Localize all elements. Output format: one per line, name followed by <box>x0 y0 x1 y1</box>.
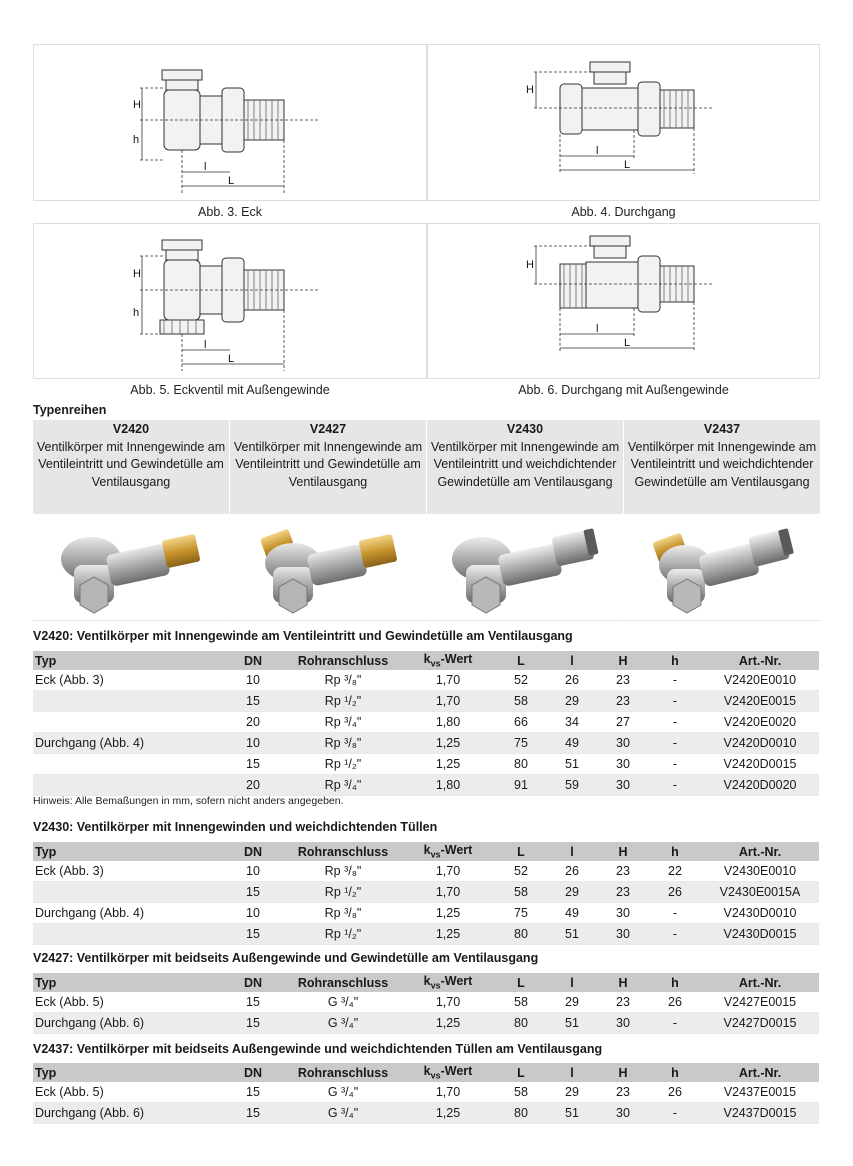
table-body <box>33 861 819 945</box>
table-header-row <box>33 1063 819 1082</box>
table-row <box>33 903 819 924</box>
valve-photo <box>230 514 426 621</box>
valve-straight-external-drawing <box>524 226 724 376</box>
cell-typ: Eck (Abb. 5) <box>33 1082 221 1103</box>
col-header-kvs <box>401 651 495 670</box>
table-row <box>33 861 819 882</box>
figure-caption: Abb. 4. Durchgang <box>571 205 676 219</box>
col-header-rohranschluss: Rohranschluss <box>285 651 401 670</box>
type-description: Ventilkörper mit Innengewinde am Ventileintritt und Gewindetülle am Ventilausgang <box>233 439 423 489</box>
cell-H: 30 <box>597 1103 649 1124</box>
col-header-L: L <box>495 973 547 992</box>
kvs-k: k <box>423 652 431 667</box>
col-header-typ: Typ <box>33 1063 221 1082</box>
col-header-h: h <box>649 1063 701 1082</box>
svg-text:l: l <box>204 339 207 351</box>
cell-art-nr: V2427D0015 <box>701 1013 819 1034</box>
cell-H: 23 <box>597 882 649 903</box>
cell-h: 22 <box>649 861 701 882</box>
cell-h: - <box>649 1013 701 1034</box>
cell-rohranschluss: Rp ³/₄" <box>285 775 401 796</box>
cell-l: 29 <box>547 1082 597 1103</box>
table-header-row <box>33 651 819 670</box>
cell-l: 49 <box>547 903 597 924</box>
cell-h: - <box>649 733 701 754</box>
cell-kvs: 1,25 <box>401 903 495 924</box>
col-header-art: Art.-Nr. <box>701 842 819 861</box>
cell-l: 51 <box>547 1013 597 1034</box>
cell-art-nr: V2430D0015 <box>701 924 819 945</box>
cell-kvs: 1,70 <box>401 861 495 882</box>
table-row <box>33 1082 819 1103</box>
table-v2437 <box>33 1063 819 1124</box>
svg-text:h: h <box>133 307 140 319</box>
type-column-v2420 <box>33 420 229 621</box>
figure-caption: Abb. 5. Eckventil mit Außengewinde <box>130 383 330 397</box>
cell-l: 51 <box>547 1103 597 1124</box>
valve-straight-drawing <box>524 48 724 198</box>
cell-dn: 15 <box>221 1103 285 1124</box>
section-title-v2427: V2427: Ventilkörper mit beidseits Außengewinde und Gewindetülle am Ventilausgang <box>33 951 539 965</box>
cell-H: 23 <box>597 1082 649 1103</box>
cell-art-nr: V2427E0015 <box>701 992 819 1013</box>
cell-dn: 15 <box>221 691 285 712</box>
cell-l: 34 <box>547 712 597 733</box>
section-title-v2430: V2430: Ventilkörper mit Innengewinden und weichdichtenden Tüllen <box>33 820 438 834</box>
cell-typ <box>33 924 221 945</box>
cell-h: - <box>649 712 701 733</box>
cell-typ: Eck (Abb. 5) <box>33 992 221 1013</box>
cell-L: 80 <box>495 1103 547 1124</box>
table-body <box>33 670 819 796</box>
cell-kvs: 1,25 <box>401 754 495 775</box>
kvs-k: k <box>423 974 431 989</box>
cell-h: 26 <box>649 882 701 903</box>
col-header-h: h <box>649 842 701 861</box>
cell-rohranschluss: Rp ¹/₂" <box>285 882 401 903</box>
col-header-l: l <box>547 973 597 992</box>
table-row <box>33 882 819 903</box>
table-v2420 <box>33 651 819 796</box>
col-header-H: H <box>597 1063 649 1082</box>
cell-kvs: 1,80 <box>401 775 495 796</box>
cell-l: 26 <box>547 670 597 691</box>
cell-rohranschluss: G ³/₄" <box>285 992 401 1013</box>
table-v2430 <box>33 842 819 945</box>
svg-text:l: l <box>595 323 598 335</box>
cell-art-nr: V2420D0015 <box>701 754 819 775</box>
cell-L: 75 <box>495 733 547 754</box>
cell-l: 59 <box>547 775 597 796</box>
cell-H: 23 <box>597 670 649 691</box>
table-row <box>33 712 819 733</box>
kvs-k: k <box>423 1064 431 1079</box>
cell-l: 51 <box>547 754 597 775</box>
kvs-sub: vs <box>430 1070 441 1081</box>
valve-angle-softseal-photo-icon <box>440 519 610 615</box>
kvs-rest: -Wert <box>440 652 473 667</box>
figure-durchgang-aussengewinde <box>427 223 820 401</box>
col-header-H: H <box>597 973 649 992</box>
figure-grid <box>33 44 820 401</box>
type-column-v2430 <box>427 420 623 621</box>
figure-caption: Abb. 6. Durchgang mit Außengewinde <box>518 383 729 397</box>
cell-L: 58 <box>495 1082 547 1103</box>
cell-typ: Durchgang (Abb. 4) <box>33 903 221 924</box>
cell-art-nr: V2430D0010 <box>701 903 819 924</box>
type-description: Ventilkörper mit Innengewinde am Ventileintritt und weichdichtender Gewindetülle am Ventilausgang <box>430 439 620 489</box>
type-code: V2420 <box>112 422 150 436</box>
col-header-rohranschluss: Rohranschluss <box>285 973 401 992</box>
cell-dn: 15 <box>221 992 285 1013</box>
table-body <box>33 992 819 1034</box>
svg-text:L: L <box>228 174 235 187</box>
col-header-kvs <box>401 842 495 861</box>
kvs-rest: -Wert <box>440 974 473 989</box>
cell-H: 27 <box>597 712 649 733</box>
kvs-sub: vs <box>430 658 441 669</box>
cell-typ: Eck (Abb. 3) <box>33 670 221 691</box>
cell-dn: 10 <box>221 733 285 754</box>
kvs-rest: -Wert <box>440 843 473 858</box>
valve-angle-external-softseal-photo-icon <box>637 519 807 615</box>
cell-L: 52 <box>495 861 547 882</box>
cell-H: 30 <box>597 733 649 754</box>
table-row <box>33 691 819 712</box>
cell-typ <box>33 754 221 775</box>
cell-L: 66 <box>495 712 547 733</box>
cell-kvs: 1,80 <box>401 712 495 733</box>
cell-H: 30 <box>597 775 649 796</box>
cell-h: - <box>649 903 701 924</box>
svg-text:L: L <box>623 337 630 349</box>
svg-text:l: l <box>595 144 598 157</box>
type-code: V2430 <box>506 422 544 436</box>
table-row <box>33 754 819 775</box>
cell-kvs: 1,70 <box>401 670 495 691</box>
type-description: Ventilkörper mit Innengewinde am Ventileintritt und Gewindetülle am Ventilausgang <box>36 439 226 489</box>
col-header-kvs <box>401 1063 495 1082</box>
cell-h: - <box>649 754 701 775</box>
cell-L: 52 <box>495 670 547 691</box>
cell-H: 30 <box>597 924 649 945</box>
type-description: Ventilkörper mit Innengewinde am Ventileintritt und weichdichtender Gewindetülle am Ventilausgang <box>627 439 817 489</box>
cell-typ: Eck (Abb. 3) <box>33 861 221 882</box>
valve-angle-external-photo-icon <box>243 519 413 615</box>
svg-text:H: H <box>133 268 141 280</box>
cell-H: 30 <box>597 754 649 775</box>
valve-angle-photo-icon <box>46 519 216 615</box>
cell-rohranschluss: G ³/₄" <box>285 1103 401 1124</box>
cell-kvs: 1,70 <box>401 1082 495 1103</box>
cell-typ: Durchgang (Abb. 6) <box>33 1013 221 1034</box>
svg-text:L: L <box>623 158 630 171</box>
cell-h: - <box>649 691 701 712</box>
svg-text:h: h <box>133 133 140 146</box>
cell-L: 80 <box>495 1013 547 1034</box>
col-header-art: Art.-Nr. <box>701 1063 819 1082</box>
kvs-sub: vs <box>430 849 441 860</box>
cell-rohranschluss: Rp ³/₈" <box>285 861 401 882</box>
valve-angle-external-drawing <box>130 226 330 376</box>
figure-durchgang <box>427 44 820 223</box>
section-title-v2420: V2420: Ventilkörper mit Innengewinde am Ventileintritt und Gewindetülle am Ventilausgang <box>33 629 573 643</box>
cell-L: 91 <box>495 775 547 796</box>
cell-art-nr: V2420D0020 <box>701 775 819 796</box>
cell-art-nr: V2420E0010 <box>701 670 819 691</box>
cell-dn: 15 <box>221 924 285 945</box>
type-header <box>230 420 426 514</box>
valve-photo <box>427 514 623 621</box>
cell-L: 75 <box>495 903 547 924</box>
figure-eck <box>33 44 427 223</box>
cell-rohranschluss: Rp ¹/₂" <box>285 924 401 945</box>
col-header-typ: Typ <box>33 651 221 670</box>
cell-typ: Durchgang (Abb. 4) <box>33 733 221 754</box>
figure-caption: Abb. 3. Eck <box>198 205 262 219</box>
valve-photo <box>624 514 820 621</box>
col-header-dn: DN <box>221 842 285 861</box>
cell-kvs: 1,25 <box>401 733 495 754</box>
col-header-typ: Typ <box>33 842 221 861</box>
cell-h: - <box>649 1103 701 1124</box>
table-row <box>33 992 819 1013</box>
col-header-L: L <box>495 1063 547 1082</box>
cell-l: 29 <box>547 691 597 712</box>
col-header-H: H <box>597 651 649 670</box>
cell-L: 80 <box>495 754 547 775</box>
col-header-dn: DN <box>221 651 285 670</box>
table-row <box>33 924 819 945</box>
table-v2427 <box>33 973 819 1034</box>
cell-art-nr: V2420E0015 <box>701 691 819 712</box>
figure-frame <box>33 44 427 201</box>
section-title-v2437: V2437: Ventilkörper mit beidseits Außengewinde und weichdichtenden Tüllen am Ventilausgang <box>33 1042 603 1056</box>
hint-note: Hinweis: Alle Bemaßungen in mm, sofern nicht anders angegeben. <box>33 795 344 807</box>
cell-h: 26 <box>649 992 701 1013</box>
cell-h: - <box>649 775 701 796</box>
table-row <box>33 775 819 796</box>
cell-typ <box>33 691 221 712</box>
svg-text:L: L <box>228 353 235 365</box>
cell-H: 30 <box>597 1013 649 1034</box>
table-row <box>33 670 819 691</box>
cell-art-nr: V2430E0015A <box>701 882 819 903</box>
cell-art-nr: V2430E0010 <box>701 861 819 882</box>
col-header-l: l <box>547 842 597 861</box>
cell-H: 23 <box>597 691 649 712</box>
cell-dn: 15 <box>221 882 285 903</box>
cell-dn: 10 <box>221 670 285 691</box>
svg-text:H: H <box>525 83 534 96</box>
cell-kvs: 1,70 <box>401 882 495 903</box>
cell-h: - <box>649 924 701 945</box>
table-header-row <box>33 842 819 861</box>
col-header-rohranschluss: Rohranschluss <box>285 1063 401 1082</box>
cell-dn: 20 <box>221 775 285 796</box>
col-header-kvs <box>401 973 495 992</box>
cell-H: 30 <box>597 903 649 924</box>
typenreihen-grid <box>33 420 820 621</box>
cell-rohranschluss: Rp ³/₈" <box>285 903 401 924</box>
table-row <box>33 1103 819 1124</box>
cell-L: 58 <box>495 691 547 712</box>
type-code: V2437 <box>703 422 741 436</box>
table-header-row <box>33 973 819 992</box>
cell-art-nr: V2437D0015 <box>701 1103 819 1124</box>
cell-rohranschluss: Rp ³/₈" <box>285 670 401 691</box>
cell-rohranschluss: Rp ³/₄" <box>285 712 401 733</box>
table-row <box>33 1013 819 1034</box>
cell-dn: 15 <box>221 1013 285 1034</box>
cell-dn: 15 <box>221 1082 285 1103</box>
cell-l: 29 <box>547 882 597 903</box>
valve-photo <box>33 514 229 621</box>
kvs-k: k <box>423 843 431 858</box>
table-body <box>33 1082 819 1124</box>
col-header-dn: DN <box>221 973 285 992</box>
cell-h: 26 <box>649 1082 701 1103</box>
cell-kvs: 1,25 <box>401 1013 495 1034</box>
cell-dn: 20 <box>221 712 285 733</box>
cell-kvs: 1,70 <box>401 691 495 712</box>
col-header-l: l <box>547 651 597 670</box>
cell-kvs: 1,25 <box>401 1103 495 1124</box>
figure-frame <box>427 223 820 379</box>
type-header <box>33 420 229 514</box>
col-header-h: h <box>649 973 701 992</box>
kvs-sub: vs <box>430 980 441 991</box>
cell-L: 80 <box>495 924 547 945</box>
svg-text:H: H <box>133 98 141 111</box>
col-header-rohranschluss: Rohranschluss <box>285 842 401 861</box>
type-header <box>624 420 820 514</box>
cell-l: 51 <box>547 924 597 945</box>
cell-rohranschluss: G ³/₄" <box>285 1082 401 1103</box>
cell-art-nr: V2437E0015 <box>701 1082 819 1103</box>
col-header-typ: Typ <box>33 973 221 992</box>
cell-dn: 10 <box>221 861 285 882</box>
figure-frame <box>427 44 820 201</box>
cell-L: 58 <box>495 992 547 1013</box>
col-header-l: l <box>547 1063 597 1082</box>
cell-rohranschluss: Rp ¹/₂" <box>285 754 401 775</box>
col-header-L: L <box>495 842 547 861</box>
cell-l: 26 <box>547 861 597 882</box>
cell-typ: Durchgang (Abb. 6) <box>33 1103 221 1124</box>
cell-typ <box>33 775 221 796</box>
cell-L: 58 <box>495 882 547 903</box>
col-header-h: h <box>649 651 701 670</box>
figure-eckventil-aussengewinde <box>33 223 427 401</box>
cell-H: 23 <box>597 861 649 882</box>
typenreihen-heading: Typenreihen <box>33 403 107 417</box>
cell-typ <box>33 882 221 903</box>
table-row <box>33 733 819 754</box>
type-column-v2427 <box>230 420 426 621</box>
type-code: V2427 <box>309 422 347 436</box>
col-header-L: L <box>495 651 547 670</box>
cell-rohranschluss: G ³/₄" <box>285 1013 401 1034</box>
kvs-rest: -Wert <box>440 1064 473 1079</box>
svg-text:H: H <box>525 259 534 271</box>
cell-rohranschluss: Rp ³/₈" <box>285 733 401 754</box>
type-column-v2437 <box>624 420 820 621</box>
figure-frame <box>33 223 427 379</box>
cell-kvs: 1,25 <box>401 924 495 945</box>
col-header-art: Art.-Nr. <box>701 651 819 670</box>
cell-kvs: 1,70 <box>401 992 495 1013</box>
cell-h: - <box>649 670 701 691</box>
valve-angle-drawing <box>130 48 330 198</box>
svg-text:l: l <box>204 160 207 173</box>
col-header-H: H <box>597 842 649 861</box>
col-header-dn: DN <box>221 1063 285 1082</box>
cell-art-nr: V2420E0020 <box>701 712 819 733</box>
cell-art-nr: V2420D0010 <box>701 733 819 754</box>
cell-dn: 10 <box>221 903 285 924</box>
cell-rohranschluss: Rp ¹/₂" <box>285 691 401 712</box>
cell-l: 49 <box>547 733 597 754</box>
cell-typ <box>33 712 221 733</box>
col-header-art: Art.-Nr. <box>701 973 819 992</box>
type-header <box>427 420 623 514</box>
cell-l: 29 <box>547 992 597 1013</box>
cell-dn: 15 <box>221 754 285 775</box>
cell-H: 23 <box>597 992 649 1013</box>
